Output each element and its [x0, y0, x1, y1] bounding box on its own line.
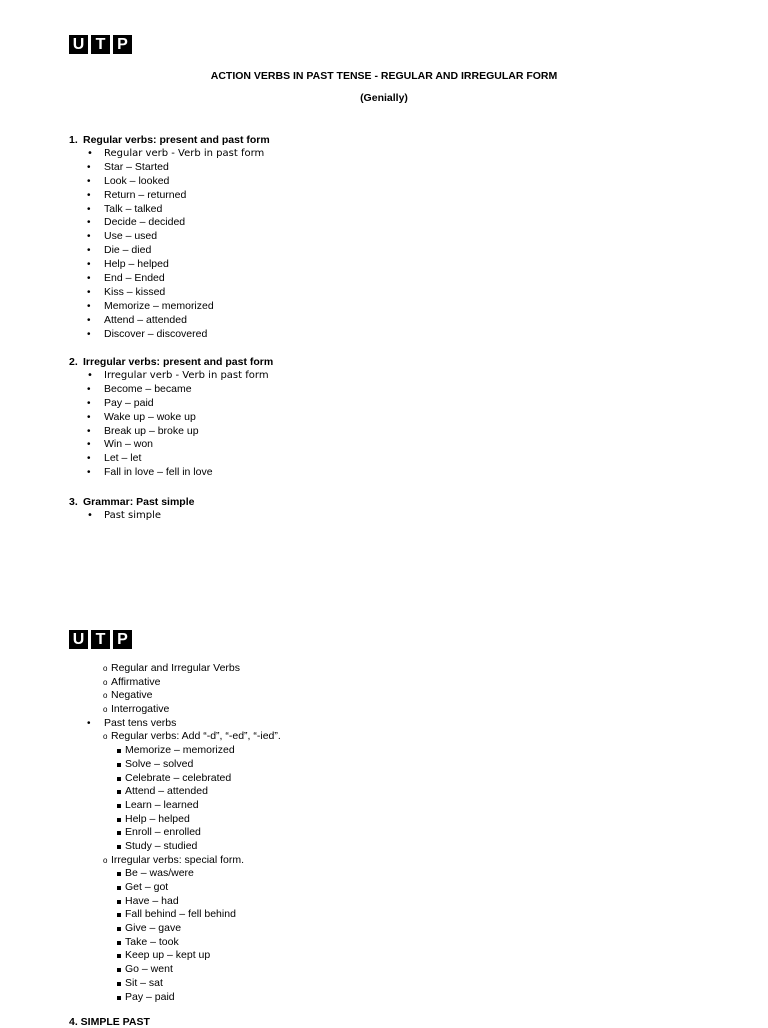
sub-sub-item: Attend – attended — [69, 785, 709, 799]
list-item: • Let – let — [69, 452, 709, 466]
sub-sub-item: Be – was/were — [69, 867, 709, 881]
list-item: • Help – helped — [69, 258, 709, 272]
sub-sub-item: Solve – solved — [69, 758, 709, 772]
section-number: 2. — [69, 356, 78, 368]
list-item: • Become – became — [69, 383, 709, 397]
list-item: • Attend – attended — [69, 314, 709, 328]
logo-letter: P — [113, 35, 132, 54]
sub-sub-item: Give – gave — [69, 922, 709, 936]
section-irregular-verbs — [69, 355, 709, 480]
section-regular-verbs — [69, 133, 709, 341]
list-item: • Talk – talked — [69, 203, 709, 217]
list-item: • Die – died — [69, 244, 709, 258]
sub-sub-item: Memorize – memorized — [69, 744, 709, 758]
sub-sub-item: Help – helped — [69, 813, 709, 827]
sub-item: o Irregular verbs: special form. — [69, 854, 709, 868]
bullet-list — [69, 369, 709, 480]
bullet-list — [69, 509, 709, 523]
list-item: • Kiss – kissed — [69, 286, 709, 300]
utp-logo — [69, 630, 132, 649]
sub-sub-item: Keep up – kept up — [69, 949, 709, 963]
utp-logo — [69, 35, 132, 54]
sub-item: o Interrogative — [69, 703, 709, 717]
logo-letter: U — [69, 630, 88, 649]
section-number: 1. — [69, 134, 78, 146]
section-number: 3. — [69, 496, 78, 508]
list-item: • Look – looked — [69, 175, 709, 189]
sub-sub-item: Learn – learned — [69, 799, 709, 813]
list-item: • Star – Started — [69, 161, 709, 175]
section-heading — [69, 495, 709, 509]
sub-item: o Regular and Irregular Verbs — [69, 662, 709, 676]
past-simple-outline — [69, 662, 709, 1004]
sub-sub-item: Sit – sat — [69, 977, 709, 991]
sub-sub-item: Take – took — [69, 936, 709, 950]
sub-sub-item: Fall behind – fell behind — [69, 908, 709, 922]
sub-sub-item: Pay – paid — [69, 991, 709, 1005]
logo-letter: T — [91, 630, 110, 649]
list-item: • Pay – paid — [69, 397, 709, 411]
list-item: • Decide – decided — [69, 216, 709, 230]
sub-sub-item: Enroll – enrolled — [69, 826, 709, 840]
sub-sub-item: Go – went — [69, 963, 709, 977]
section-heading-text: Grammar: Past simple — [83, 496, 195, 508]
logo-letter: U — [69, 35, 88, 54]
list-item: • Memorize – memorized — [69, 300, 709, 314]
bullet-list — [69, 147, 709, 341]
list-item: • End – Ended — [69, 272, 709, 286]
section-heading-text: Irregular verbs: present and past form — [83, 356, 274, 368]
list-item: • Irregular verb - Verb in past form — [69, 369, 709, 383]
sub-item: o Regular verbs: Add “-d”, “-ed”, “-ied”. — [69, 730, 709, 744]
section-heading — [69, 133, 709, 147]
section-heading-cutoff: 4. SIMPLE PAST — [69, 1016, 150, 1028]
list-item: • Past simple — [69, 509, 709, 523]
list-item: • Regular verb - Verb in past form — [69, 147, 709, 161]
document-title: ACTION VERBS IN PAST TENSE - REGULAR AND IRREGULAR FORM — [210, 70, 558, 82]
list-item: • Fall in love – fell in love — [69, 466, 709, 480]
list-item: • Use – used — [69, 230, 709, 244]
section-grammar — [69, 495, 709, 523]
sub-sub-item: Have – had — [69, 895, 709, 909]
bullet-item: • Past tens verbs — [69, 717, 709, 731]
sub-sub-item: Study – studied — [69, 840, 709, 854]
list-item: • Return – returned — [69, 189, 709, 203]
logo-letter: T — [91, 35, 110, 54]
section-heading-text: Regular verbs: present and past form — [83, 134, 270, 146]
sub-sub-item: Celebrate – celebrated — [69, 772, 709, 786]
sub-sub-item: Get – got — [69, 881, 709, 895]
list-item: • Break up – broke up — [69, 425, 709, 439]
list-item: • Wake up – woke up — [69, 411, 709, 425]
list-item: • Win – won — [69, 438, 709, 452]
section-heading — [69, 355, 709, 369]
sub-item: o Affirmative — [69, 676, 709, 690]
document-subtitle: (Genially) — [360, 92, 408, 104]
logo-letter: P — [113, 630, 132, 649]
sub-item: o Negative — [69, 689, 709, 703]
list-item: • Discover – discovered — [69, 328, 709, 342]
